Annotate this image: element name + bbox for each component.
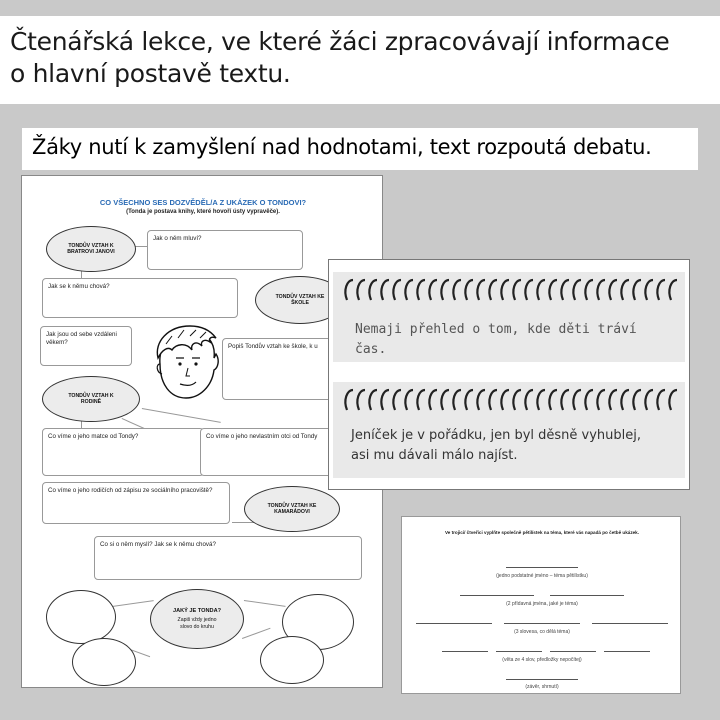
worksheet-subtitle: (Tonda je postava knihy, které hovoří ústy vypravěče). [126,209,280,215]
slide-title-line1: Čtenářská lekce, ve které žáci zpracovávají informace [10,27,670,56]
connector-line [142,408,221,423]
box-how-speaks: Jak o něm mluví? [147,230,303,270]
oval-center-title: JAKÝ JE TONDA? [172,607,222,614]
oval-brother-text: TONDŮV VZTAH K BRATROVI JANOVI [67,242,115,255]
cinquain-blank [550,651,596,652]
note2-line1: Jeníček je v pořádku, jen byl děsně vyhublej, [351,428,641,443]
box-mother: Co víme o jeho matce od Tondy? [42,428,204,476]
connector-line [244,600,286,607]
connector-line [112,600,154,607]
cinquain-blank [506,679,578,680]
slide-title-line2: o hlavní postavě textu. [10,59,291,88]
cinquain-blank [416,623,492,624]
spiral-binding-icon [341,386,681,414]
cinquain-caption-2: (2 přídavná jména, jaké je téma) [506,601,578,607]
subtitle-banner [22,128,698,170]
note2-text [351,426,641,466]
oval-friend [244,486,340,532]
note1-line2: čas. [355,342,387,357]
empty-circle [260,636,324,684]
cinquain-caption-1: (jedno podstatné jméno – téma pětilístku) [496,573,588,579]
box-school: Popiš Tondův vztah ke škole, k u [222,338,382,400]
cinquain-title: Ve trojici/ čtveřici vyplňte společně pětilístek na téma, které vás napadá po četbě ukázek. [444,530,640,535]
title-banner [0,16,720,104]
cinquain-blank [504,623,580,624]
cinquain-worksheet [401,516,681,694]
slide-subtitle: Žáky nutí k zamyšlení nad hodnotami, text rozpoutá debatu. [32,135,652,159]
cinquain-blank [496,651,542,652]
worksheet-title: CO VŠECHNO SES DOZVĚDĚL/A Z UKÁZEK O TONDOVI? [99,198,307,207]
spiral-binding-icon [341,276,681,304]
cinquain-blank [460,595,534,596]
box-stepfather: Co víme o jeho nevlastním otci od Tondy [200,428,383,476]
cinquain-blank [592,623,668,624]
cinquain-blank [604,651,650,652]
cinquain-caption-3: (3 slovesa, co dělá téma) [514,629,570,635]
boy-face-illustration [150,324,222,402]
notebook-excerpts [328,259,690,490]
notebook-strip-2 [333,382,685,478]
oval-school-text: TONDŮV VZTAH KE ŠKOLE [275,293,325,306]
oval-friend-text: TONDŮV VZTAH KE KAMARÁDOVI [267,502,317,515]
box-parents: Co víme o jeho rodičích od zápisu ze sociálního pracoviště? [42,482,230,524]
empty-circle [46,590,116,644]
cinquain-blank [442,651,488,652]
cinquain-blank [506,567,578,568]
note1-text [355,320,637,360]
box-age-gap: Jak jsou od sebe vzdáleni věkem? [40,326,132,366]
connector-line [242,628,271,639]
oval-family-text: TONDŮV VZTAH K RODINĚ [68,392,114,405]
oval-family [42,376,140,422]
notebook-strip-1 [333,272,685,362]
slide-title [10,26,669,90]
oval-center [150,589,244,649]
cinquain-caption-4: (věta ze 4 slov, předložky nepočítej) [502,657,582,663]
cinquain-blank [550,595,624,596]
empty-circle [72,638,136,686]
oval-brother [46,226,136,272]
box-how-behaves: Jak se k němu chová? [42,278,238,318]
cinquain-caption-5: (závěr, shrnutí) [525,684,559,690]
note2-line2: asi mu dávali málo najíst. [351,448,518,463]
oval-center-text: Zapiš vždy jedno slovo do kruhu [177,617,217,630]
box-friend: Co si o něm myslí? Jak se k němu chová? [94,536,362,580]
note1-line1: Nemaji přehled o tom, kde děti tráví [355,322,637,337]
